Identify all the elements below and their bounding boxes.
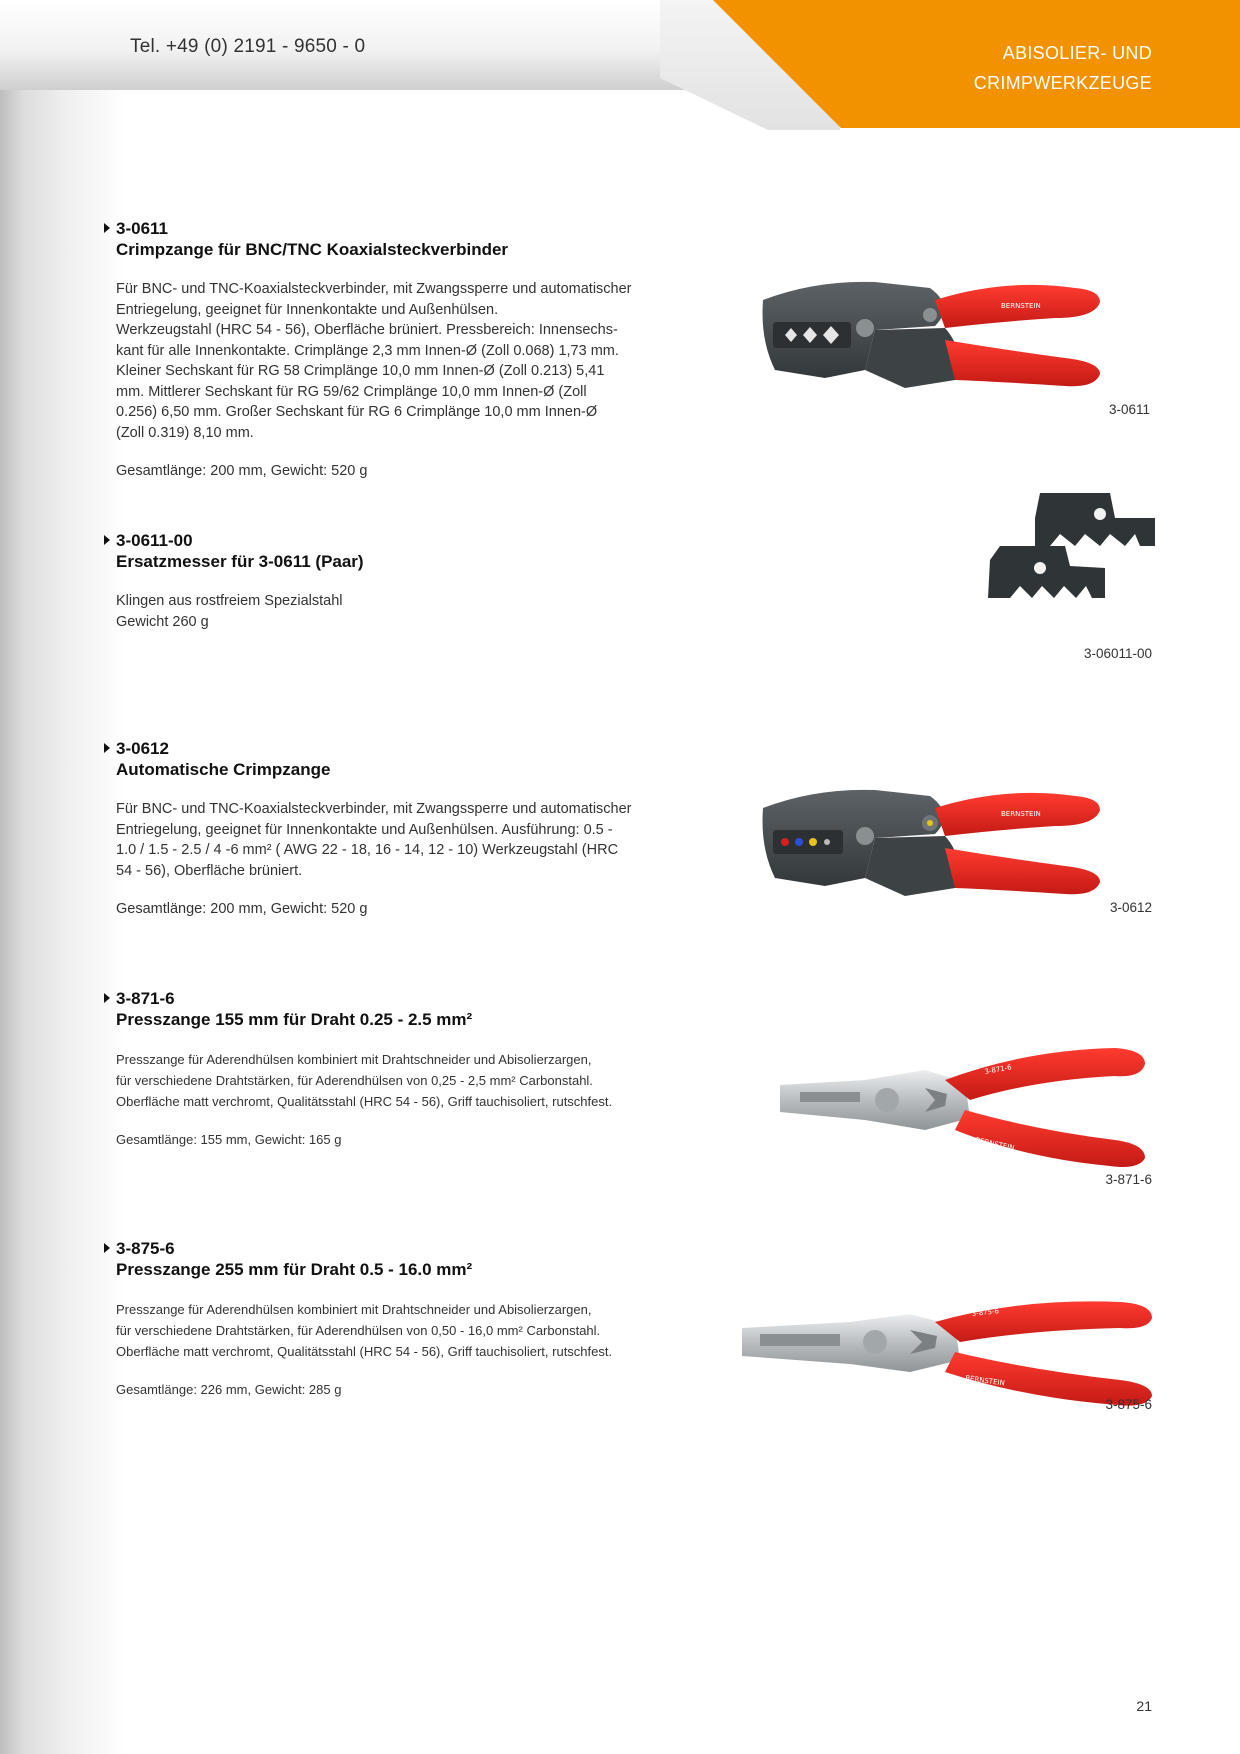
triangle-right-icon: [104, 743, 110, 753]
desc-line: Oberfläche matt verchromt, Qualitätsstahl (HRC 54 - 56), Griff tauchisoliert, rutschfest.: [116, 1094, 613, 1109]
category-line-1: ABISOLIER- UND: [1002, 43, 1152, 63]
press-plier-image: [775, 1040, 1155, 1170]
desc-line: (Zoll 0.319) 8,10 mm.: [116, 424, 254, 441]
product-title: Presszange 155 mm für Draht 0.25 - 2.5 mm²: [116, 1010, 473, 1029]
desc-line: 54 - 56), Oberfläche brüniert.: [116, 862, 303, 879]
product-code: [116, 1238, 696, 1259]
product-spec: Gesamtlänge: 155 mm, Gewicht: 165 g: [116, 1132, 342, 1147]
image-label: 3-06011-00: [1083, 646, 1152, 661]
brand-logo-text: BERNSTEIN: [1001, 302, 1041, 310]
desc-line: Presszange für Aderendhülsen kombiniert mit Drahtschneider und Abisolierzargen,: [116, 1302, 592, 1317]
brand-logo-text: BERNSTEIN: [1001, 810, 1041, 818]
product-3-0611: [116, 218, 696, 479]
header-phone: Tel. +49 (0) 2191 - 9650 - 0: [130, 36, 366, 57]
desc-line: für verschiedene Drahtstärken, für Aderendhülsen von 0,25 - 2,5 mm² Carbonstahl.: [116, 1073, 593, 1088]
desc-line: 0.256) 6,50 mm. Großer Sechskant für RG 6 Crimplänge 10,0 mm Innen-Ø: [116, 404, 598, 420]
model-marking-text: 3-871-6: [983, 1063, 1013, 1076]
desc-line: mm. Mittlerer Sechskant für RG 59/62 Crimplänge 10,0 mm Innen-Ø (Zoll: [116, 383, 587, 400]
desc-line: für verschiedene Drahtstärken, für Aderendhülsen von 0,50 - 16,0 mm² Carbonstahl.: [116, 1323, 601, 1338]
desc-line: Für BNC- und TNC-Koaxialsteckverbinder, mit Zwangssperre und automatischer: [116, 801, 632, 817]
desc-line: Für BNC- und TNC-Koaxialsteckverbinder, mit Zwangssperre und automatischer: [116, 281, 632, 297]
desc-line: 1.0 / 1.5 - 2.5 / 4 -6 mm² ( AWG 22 - 18, 16 - 14, 12 - 10) Werkzeugstahl (HRC: [116, 842, 619, 858]
product-spec: Gesamtlänge: 200 mm, Gewicht: 520 g: [116, 901, 368, 917]
product-description: [116, 1299, 696, 1362]
product-code: [116, 738, 696, 759]
page-number: 21: [1136, 1698, 1152, 1714]
image-label: 3-0611: [1108, 402, 1150, 417]
product-code-text: 3-0611: [116, 219, 168, 238]
desc-line: Kleiner Sechskant für RG 58 Crimplänge 10,0 mm Innen-Ø (Zoll 0.213) 5,41: [116, 363, 605, 379]
press-plier-large-image: [740, 1290, 1155, 1410]
product-code-text: 3-871-6: [116, 989, 175, 1008]
triangle-right-icon: [104, 535, 110, 545]
product-title: Presszange 255 mm für Draht 0.5 - 16.0 mm²: [116, 1260, 473, 1279]
product-code: [116, 530, 696, 551]
product-3-0612: [116, 738, 696, 917]
product-title: Automatische Crimpzange: [116, 760, 331, 779]
triangle-right-icon: [104, 223, 110, 233]
desc-line: Presszange für Aderendhülsen kombiniert mit Drahtschneider und Abisolierzargen,: [116, 1052, 592, 1067]
desc-line: Oberfläche matt verchromt, Qualitätsstahl (HRC 54 - 56), Griff tauchisoliert, rutschfest.: [116, 1344, 613, 1359]
product-title: Ersatzmesser für 3-0611 (Paar): [116, 552, 364, 571]
product-3-0611-00: [116, 530, 696, 632]
product-title: Crimpzange für BNC/TNC Koaxialsteckverbinder: [116, 240, 509, 259]
triangle-right-icon: [104, 1243, 110, 1253]
product-code: [116, 988, 696, 1009]
desc-line: Entriegelung, geeignet für Innenkontakte und Außenhülsen.: [116, 301, 499, 318]
model-marking-text: 3-875-6: [971, 1307, 1000, 1318]
image-label: 3-871-6: [1105, 1172, 1152, 1187]
left-edge-shade: [0, 0, 125, 1754]
desc-line: Klingen aus rostfreiem Spezialstahl: [116, 593, 343, 609]
desc-line: Entriegelung, geeignet für Innenkontakte und Außenhülsen. Ausführung: 0.5 -: [116, 821, 613, 838]
crimp-tool-image: [755, 270, 1155, 400]
category-line-2: CRIMPWERKZEUGE: [973, 73, 1152, 93]
product-spec: Gesamtlänge: 200 mm, Gewicht: 520 g: [116, 463, 368, 479]
product-code-text: 3-875-6: [116, 1239, 175, 1258]
brand-logo-text: BERNSTEIN: [974, 1136, 1016, 1153]
product-description: [116, 591, 696, 632]
product-code-text: 3-0611-00: [116, 531, 193, 550]
product-description: [116, 279, 696, 443]
desc-line: kant für alle Innenkontakte. Crimplänge 2,3 mm Innen-Ø (Zoll 0.068) 1,73 mm.: [116, 342, 619, 359]
image-label: 3-0612: [1109, 900, 1152, 915]
triangle-right-icon: [104, 993, 110, 1003]
product-spec: Gesamtlänge: 226 mm, Gewicht: 285 g: [116, 1382, 342, 1397]
desc-line: Gewicht 260 g: [116, 613, 209, 630]
product-code-text: 3-0612: [116, 739, 169, 758]
product-code: [116, 218, 696, 239]
spare-blades-image: [980, 488, 1160, 623]
desc-line: Werkzeugstahl (HRC 54 - 56), Oberfläche brüniert. Pressbereich: Innensechs-: [116, 322, 618, 338]
product-description: [116, 1049, 696, 1112]
product-3-875-6: [116, 1238, 696, 1397]
header-category: [974, 38, 1152, 98]
product-description: [116, 799, 696, 881]
image-label: 3-875-6: [1105, 1397, 1152, 1412]
product-3-871-6: [116, 988, 696, 1147]
brand-logo-text: BERNSTEIN: [964, 1374, 1006, 1388]
automatic-crimp-tool-image: [755, 778, 1155, 908]
